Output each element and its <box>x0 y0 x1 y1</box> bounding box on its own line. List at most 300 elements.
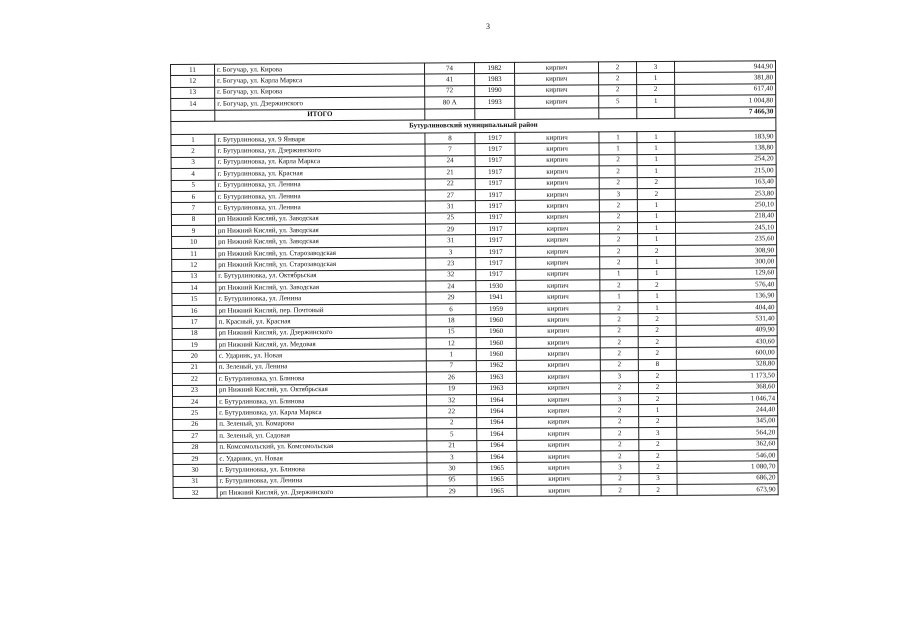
year-cell: 1983 <box>475 74 515 86</box>
entrances-cell: 1 <box>637 131 675 143</box>
total-value: 7 466,30 <box>675 106 776 118</box>
floors-cell: 3 <box>601 462 639 474</box>
year-cell: 1960 <box>476 349 516 361</box>
floors-cell: 1 <box>600 268 638 280</box>
area-value-cell: 564,20 <box>677 427 778 439</box>
address-cell: рп Нижний Кисляй, ул. Дзержинского <box>217 486 427 499</box>
row-number-cell: 27 <box>173 430 217 442</box>
address-cell: рп Нижний Кисляй, ул. Заводская <box>216 235 426 248</box>
house-number-cell: 31 <box>425 201 475 213</box>
material-cell: кирпич <box>516 325 600 337</box>
entrances-cell: 2 <box>639 439 677 451</box>
area-value-cell: 362,60 <box>677 438 778 450</box>
floors-cell: 2 <box>600 234 638 246</box>
house-number-cell: 80 А <box>425 97 475 109</box>
house-number-cell: 3 <box>427 452 477 464</box>
address-cell: п. Зеленый, ул. Ленина <box>216 361 426 374</box>
entrances-cell: 1 <box>639 405 677 417</box>
house-number-cell: 29 <box>426 292 476 304</box>
total-empty-cell <box>475 108 515 120</box>
floors-cell: 2 <box>599 154 637 166</box>
area-value-cell: 138,80 <box>675 142 776 154</box>
floors-cell: 3 <box>600 371 638 383</box>
year-cell: 1962 <box>476 360 516 372</box>
house-number-cell: 41 <box>425 74 475 86</box>
row-number-cell: 12 <box>172 259 216 271</box>
year-cell: 1964 <box>477 428 517 440</box>
address-cell: с. Ударник, ул. Новая <box>216 349 426 362</box>
entrances-cell: 1 <box>637 222 675 234</box>
address-cell: г. Бутурлиновка, ул. Ленина <box>216 292 426 305</box>
address-cell: рп Нижний Кисляй, пер. Почтовый <box>216 304 426 317</box>
material-cell: кирпич <box>517 474 601 486</box>
row-number-cell: 11 <box>171 64 215 76</box>
house-number-cell: 26 <box>426 372 476 384</box>
address-cell: г. Богучар, ул. Кирова <box>215 86 425 99</box>
area-value-cell: 1 173,50 <box>676 370 777 382</box>
house-number-cell: 21 <box>425 167 475 179</box>
house-number-cell: 72 <box>425 85 475 97</box>
floors-cell: 3 <box>601 394 639 406</box>
area-value-cell: 136,90 <box>676 290 777 302</box>
district-title: Бутурлиновский муниципальный район <box>171 118 776 135</box>
row-number-cell: 16 <box>172 305 216 317</box>
area-value-cell: 944,90 <box>674 61 775 73</box>
material-cell: кирпич <box>516 269 600 281</box>
year-cell: 1917 <box>476 258 516 270</box>
area-value-cell: 409,90 <box>676 324 777 336</box>
floors-cell: 2 <box>600 359 638 371</box>
row-number-cell: 32 <box>173 487 217 499</box>
entrances-cell: 2 <box>637 177 675 189</box>
material-cell: кирпич <box>515 155 599 167</box>
material-cell: кирпич <box>516 280 600 292</box>
row-number-cell: 9 <box>171 225 215 237</box>
year-cell: 1930 <box>476 280 516 292</box>
top-rows-group <box>171 61 776 110</box>
address-cell: г. Богучар, ул. Кирова <box>215 63 425 76</box>
area-value-cell: 546,00 <box>677 450 778 462</box>
material-cell: кирпич <box>516 303 600 315</box>
address-cell: г. Бутурлиновка, ул. Дзержинского <box>215 144 425 157</box>
year-cell: 1965 <box>477 474 517 486</box>
floors-cell: 2 <box>599 84 637 96</box>
floors-cell: 2 <box>599 177 637 189</box>
address-cell: п. Зеленый, ул. Комарова <box>217 418 427 431</box>
entrances-cell: 3 <box>636 61 674 73</box>
material-cell: кирпич <box>517 451 601 463</box>
material-cell: кирпич <box>515 189 599 201</box>
material-cell: кирпич <box>515 223 599 235</box>
entrances-cell: 2 <box>638 348 676 360</box>
area-value-cell: 576,40 <box>676 279 777 291</box>
floors-cell: 2 <box>600 246 638 258</box>
house-number-cell: 29 <box>427 486 477 498</box>
house-number-cell: 23 <box>426 258 476 270</box>
entrances-cell: 2 <box>638 336 676 348</box>
entrances-cell: 1 <box>638 268 676 280</box>
housing-register-table <box>170 60 779 499</box>
house-number-cell: 12 <box>426 338 476 350</box>
house-number-cell: 22 <box>427 406 477 418</box>
row-number-cell: 21 <box>172 362 216 374</box>
floors-cell: 2 <box>599 166 637 178</box>
material-cell: кирпич <box>516 314 600 326</box>
total-empty-cell <box>515 107 599 119</box>
address-cell: г. Бутурлиновка, ул. Красная <box>215 167 425 180</box>
address-cell: г. Бутурлиновка, ул. Ленина <box>215 178 425 191</box>
floors-cell: 2 <box>599 211 637 223</box>
total-empty-cell <box>425 108 475 120</box>
material-cell: кирпич <box>516 371 600 383</box>
year-cell: 1963 <box>476 372 516 384</box>
floors-cell: 2 <box>601 473 639 485</box>
year-cell: 1917 <box>475 201 515 213</box>
material-cell: кирпич <box>517 417 601 429</box>
year-cell: 1982 <box>474 62 514 74</box>
house-number-cell: 19 <box>426 383 476 395</box>
material-cell: кирпич <box>516 382 600 394</box>
district-rows-group <box>171 131 778 499</box>
total-group <box>171 106 776 134</box>
row-number-cell: 11 <box>172 248 216 260</box>
address-cell: г. Богучар, ул. Дзержинского <box>215 97 425 110</box>
year-cell: 1917 <box>476 235 516 247</box>
year-cell: 1917 <box>475 144 515 156</box>
material-cell: кирпич <box>516 337 600 349</box>
year-cell: 1917 <box>476 269 516 281</box>
row-number-cell: 18 <box>172 328 216 340</box>
floors-cell: 2 <box>601 451 639 463</box>
row-number-cell: 19 <box>172 339 216 351</box>
floors-cell: 2 <box>600 325 638 337</box>
row-number-cell: 14 <box>172 282 216 294</box>
year-cell: 1960 <box>476 337 516 349</box>
address-cell: рп Нижний Кисляй, ул. Заводская <box>215 224 425 237</box>
address-cell: рп Нижний Кисляй, ул. Старозаводская <box>216 258 426 271</box>
area-value-cell: 617,40 <box>675 84 776 96</box>
entrances-cell: 1 <box>637 96 675 108</box>
row-number-cell: 30 <box>173 465 217 477</box>
material-cell: кирпич <box>516 291 600 303</box>
address-cell: г. Бутурлиновка, ул. Блинова <box>217 395 427 408</box>
row-number-cell: 29 <box>173 453 217 465</box>
year-cell: 1917 <box>475 178 515 190</box>
material-cell: кирпич <box>516 246 600 258</box>
entrances-cell: 1 <box>637 211 675 223</box>
total-empty-cell <box>637 107 675 119</box>
entrances-cell: 1 <box>637 73 675 85</box>
area-value-cell: 686,20 <box>677 472 778 484</box>
year-cell: 1964 <box>477 440 517 452</box>
floors-cell: 2 <box>600 280 638 292</box>
floors-cell: 1 <box>600 291 638 303</box>
area-value-cell: 308,90 <box>676 245 777 257</box>
entrances-cell: 1 <box>638 291 676 303</box>
row-number-cell: 15 <box>172 294 216 306</box>
year-cell: 1917 <box>475 167 515 179</box>
house-number-cell: 31 <box>426 235 476 247</box>
material-cell: кирпич <box>515 166 599 178</box>
house-number-cell: 21 <box>427 440 477 452</box>
area-value-cell: 300,00 <box>676 256 777 268</box>
year-cell: 1965 <box>477 485 517 497</box>
year-cell: 1960 <box>476 315 516 327</box>
floors-cell: 2 <box>601 416 639 428</box>
address-cell: п. Красный, ул. Красная <box>216 315 426 328</box>
area-value-cell: 381,80 <box>675 72 776 84</box>
area-value-cell: 1 004,80 <box>675 95 776 107</box>
area-value-cell: 345,00 <box>677 416 778 428</box>
year-cell: 1941 <box>476 292 516 304</box>
floors-cell: 2 <box>600 257 638 269</box>
entrances-cell: 3 <box>639 428 677 440</box>
area-value-cell: 1 046,74 <box>677 393 778 405</box>
entrances-cell: 1 <box>637 166 675 178</box>
floors-cell: 2 <box>599 200 637 212</box>
year-cell: 1964 <box>477 451 517 463</box>
floors-cell: 2 <box>601 405 639 417</box>
address-cell: г. Бутурлиновка, ул. Карла Маркса <box>215 156 425 169</box>
house-number-cell: 29 <box>425 224 475 236</box>
floors-cell: 2 <box>600 314 638 326</box>
area-value-cell: 244,40 <box>677 404 778 416</box>
area-value-cell: 183,90 <box>675 131 776 143</box>
address-cell: г. Бутурлиновка, ул. Блинова <box>216 372 426 385</box>
material-cell: кирпич <box>515 85 599 97</box>
row-number-cell: 23 <box>172 385 216 397</box>
row-number-cell: 8 <box>171 214 215 226</box>
row-number-cell: 3 <box>171 157 215 169</box>
house-number-cell: 32 <box>426 269 476 281</box>
house-number-cell: 2 <box>427 417 477 429</box>
year-cell: 1990 <box>475 85 515 97</box>
address-cell: с. Ударник, ул. Новая <box>217 452 427 465</box>
entrances-cell: 1 <box>638 234 676 246</box>
row-number-cell: 1 <box>171 134 215 146</box>
material-cell: кирпич <box>515 132 599 144</box>
address-cell: г. Бутурлиновка, ул. Октябрьская <box>216 270 426 283</box>
house-number-cell: 15 <box>426 326 476 338</box>
row-number-cell: 25 <box>173 408 217 420</box>
year-cell: 1963 <box>476 383 516 395</box>
address-cell: г. Бутурлиновка, ул. Ленина <box>217 475 427 488</box>
year-cell: 1964 <box>477 417 517 429</box>
address-cell: рп Нижний Кисляй, ул. Заводская <box>216 281 426 294</box>
entrances-cell: 1 <box>638 302 676 314</box>
floors-cell: 2 <box>600 302 638 314</box>
house-number-cell: 22 <box>425 178 475 190</box>
entrances-cell: 1 <box>638 257 676 269</box>
material-cell: кирпич <box>516 348 600 360</box>
house-number-cell: 1 <box>426 349 476 361</box>
address-cell: г. Бутурлиновка, ул. Ленина <box>215 190 425 203</box>
entrances-cell: 3 <box>639 473 677 485</box>
table-row <box>173 484 778 499</box>
row-number-cell: 13 <box>172 271 216 283</box>
floors-cell: 2 <box>601 428 639 440</box>
entrances-cell: 2 <box>638 245 676 257</box>
year-cell: 1964 <box>477 394 517 406</box>
house-number-cell: 8 <box>425 133 475 145</box>
entrances-cell: 2 <box>638 371 676 383</box>
entrances-cell: 2 <box>638 279 676 291</box>
house-number-cell: 24 <box>425 155 475 167</box>
area-value-cell: 1 080,70 <box>677 461 778 473</box>
entrances-cell: 1 <box>637 143 675 155</box>
house-number-cell: 25 <box>425 212 475 224</box>
house-number-cell: 30 <box>427 463 477 475</box>
address-cell: рп Нижний Кисляй, ул. Октябрьская <box>216 383 426 396</box>
row-number-cell: 12 <box>171 76 215 88</box>
row-number-cell: 28 <box>173 442 217 454</box>
entrances-cell: 2 <box>639 393 677 405</box>
total-label: ИТОГО <box>215 109 425 122</box>
material-cell: кирпич <box>517 439 601 451</box>
floors-cell: 2 <box>598 62 636 74</box>
floors-cell: 2 <box>600 337 638 349</box>
row-number-cell: 26 <box>173 419 217 431</box>
year-cell: 1917 <box>475 132 515 144</box>
total-empty-cell <box>599 107 637 119</box>
address-cell: рп Нижний Кисляй, ул. Заводская <box>215 213 425 226</box>
total-empty-cell <box>171 110 215 122</box>
area-value-cell: 215,00 <box>675 165 776 177</box>
material-cell: кирпич <box>516 234 600 246</box>
floors-cell: 1 <box>599 132 637 144</box>
area-value-cell: 250,10 <box>675 199 776 211</box>
floors-cell: 2 <box>599 223 637 235</box>
area-value-cell: 235,60 <box>676 233 777 245</box>
year-cell: 1959 <box>476 303 516 315</box>
row-number-cell: 7 <box>171 203 215 215</box>
row-number-cell: 5 <box>171 180 215 192</box>
material-cell: кирпич <box>517 462 601 474</box>
house-number-cell: 24 <box>426 281 476 293</box>
year-cell: 1917 <box>475 155 515 167</box>
area-value-cell: 328,80 <box>676 359 777 371</box>
row-number-cell: 6 <box>171 191 215 203</box>
material-cell: кирпич <box>514 62 598 74</box>
material-cell: кирпич <box>517 428 601 440</box>
entrances-cell: 1 <box>637 200 675 212</box>
address-cell: рп Нижний Кисляй, ул. Медовая <box>216 338 426 351</box>
address-cell: п. Комсомольский, ул. Комсомольская <box>217 440 427 453</box>
material-cell: кирпич <box>515 212 599 224</box>
entrances-cell: 2 <box>639 450 677 462</box>
floors-cell: 3 <box>599 189 637 201</box>
material-cell: кирпич <box>515 73 599 85</box>
house-number-cell: 6 <box>426 303 476 315</box>
area-value-cell: 163,40 <box>675 176 776 188</box>
entrances-cell: 2 <box>639 416 677 428</box>
floors-cell: 2 <box>601 485 639 497</box>
row-number-cell: 14 <box>171 98 215 110</box>
entrances-cell: 2 <box>638 382 676 394</box>
house-number-cell: 3 <box>426 246 476 258</box>
row-number-cell: 2 <box>171 146 215 158</box>
house-number-cell: 74 <box>424 63 474 75</box>
house-number-cell: 7 <box>425 144 475 156</box>
floors-cell: 2 <box>600 382 638 394</box>
area-value-cell: 430,60 <box>676 336 777 348</box>
year-cell: 1917 <box>475 212 515 224</box>
year-cell: 1917 <box>476 246 516 258</box>
area-value-cell: 129,60 <box>676 267 777 279</box>
row-number-cell: 10 <box>172 237 216 249</box>
house-number-cell: 5 <box>427 429 477 441</box>
entrances-cell: 2 <box>639 484 677 496</box>
row-number-cell: 22 <box>172 373 216 385</box>
address-cell: рп Нижний Кисляй, ул. Дзержинского <box>216 327 426 340</box>
entrances-cell: 2 <box>639 462 677 474</box>
year-cell: 1965 <box>477 463 517 475</box>
area-value-cell: 253,80 <box>675 188 776 200</box>
material-cell: кирпич <box>517 485 601 497</box>
entrances-cell: 1 <box>637 154 675 166</box>
material-cell: кирпич <box>517 394 601 406</box>
address-cell: г. Бутурлиновка, ул. Карла Маркса <box>217 406 427 419</box>
material-cell: кирпич <box>516 360 600 372</box>
area-value-cell: 531,40 <box>676 313 777 325</box>
address-cell: г. Бутурлиновка, ул. Ленина <box>215 201 425 214</box>
house-number-cell: 27 <box>425 190 475 202</box>
year-cell: 1964 <box>477 406 517 418</box>
address-cell: п. Зеленый, ул. Садовая <box>217 429 427 442</box>
address-cell: г. Бутурлиновка, ул. Блинова <box>217 463 427 476</box>
floors-cell: 1 <box>599 143 637 155</box>
address-cell: г. Богучар, ул. Карла Маркса <box>215 74 425 87</box>
entrances-cell: 2 <box>637 84 675 96</box>
year-cell: 1917 <box>475 189 515 201</box>
material-cell: кирпич <box>515 177 599 189</box>
area-value-cell: 673,90 <box>677 484 778 496</box>
address-cell: рп Нижний Кисляй, ул. Старозаводская <box>216 247 426 260</box>
material-cell: кирпич <box>515 96 599 108</box>
house-number-cell: 95 <box>427 474 477 486</box>
year-cell: 1960 <box>476 326 516 338</box>
material-cell: кирпич <box>517 405 601 417</box>
house-number-cell: 7 <box>426 360 476 372</box>
material-cell: кирпич <box>515 143 599 155</box>
material-cell: кирпич <box>516 257 600 269</box>
area-value-cell: 218,40 <box>675 210 776 222</box>
row-number-cell: 13 <box>171 87 215 99</box>
floors-cell: 5 <box>599 96 637 108</box>
area-value-cell: 368,60 <box>676 381 777 393</box>
entrances-cell: 2 <box>638 325 676 337</box>
area-value-cell: 245,10 <box>675 222 776 234</box>
area-value-cell: 404,40 <box>676 302 777 314</box>
year-cell: 1993 <box>475 97 515 109</box>
row-number-cell: 17 <box>172 316 216 328</box>
floors-cell: 2 <box>600 348 638 360</box>
entrances-cell: 2 <box>637 188 675 200</box>
house-number-cell: 18 <box>426 315 476 327</box>
area-value-cell: 254,20 <box>675 154 776 166</box>
area-value-cell: 600,00 <box>676 347 777 359</box>
row-number-cell: 4 <box>171 168 215 180</box>
material-cell: кирпич <box>515 200 599 212</box>
house-number-cell: 32 <box>427 395 477 407</box>
floors-cell: 2 <box>599 73 637 85</box>
row-number-cell: 31 <box>173 476 217 488</box>
row-number-cell: 20 <box>172 351 216 363</box>
entrances-cell: 8 <box>638 359 676 371</box>
floors-cell: 2 <box>601 439 639 451</box>
address-cell: г. Бутурлиновка, ул. 9 Января <box>215 133 425 146</box>
page-number: 3 <box>486 22 490 31</box>
